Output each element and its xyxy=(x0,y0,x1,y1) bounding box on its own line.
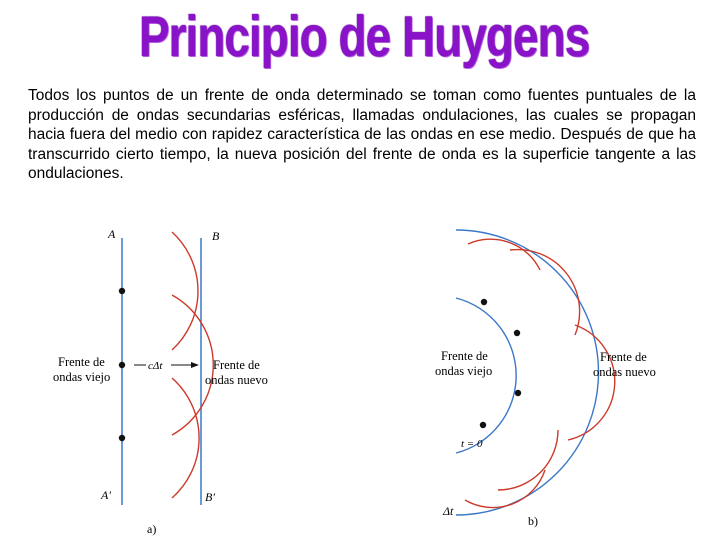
source-point xyxy=(514,330,520,336)
label-B: B xyxy=(212,229,220,243)
source-point xyxy=(119,288,125,294)
wavelet-arc xyxy=(465,470,545,508)
figure-b xyxy=(435,230,656,528)
page-title: Principio de Huygens xyxy=(138,3,590,69)
new-front-label-line1: Frente de xyxy=(213,358,260,372)
figure-b-caption: b) xyxy=(528,514,538,528)
label-B-prime: B′ xyxy=(205,490,215,504)
wavelet-arc xyxy=(172,378,199,498)
source-point xyxy=(480,422,486,428)
arrow-head xyxy=(191,362,199,368)
description-paragraph: Todos los puntos de un frente de onda determinado se toman como fuentes puntuales de la producción de ondas secundarias esféricas, llamadas ondulaciones, las cuales se propagan hacia fuera del medio con rapidez característica de las ondas en ese medio. Después de que ha transcurrido cierto tiempo, la nueva posición del frente de onda es la superficie tangente a las ondulaciones. xyxy=(28,87,696,182)
figure-a xyxy=(53,227,268,536)
old-front-label-line2: ondas viejo xyxy=(53,370,111,384)
old-front-label-line2: ondas viejo xyxy=(435,364,493,378)
source-point xyxy=(481,299,487,305)
label-A: A xyxy=(108,227,116,241)
new-front-label-line2: ondas nuevo xyxy=(593,365,656,379)
new-front-label-line2: ondas nuevo xyxy=(205,373,268,387)
wavelet-arc xyxy=(510,250,580,335)
wavelet-arc xyxy=(172,232,198,350)
source-point xyxy=(119,435,125,441)
source-point xyxy=(515,390,521,396)
label-A-prime: A′ xyxy=(101,488,111,502)
distance-label: cΔt xyxy=(148,360,163,372)
delta-t-label: Δt xyxy=(443,504,454,518)
time-zero-label: t = 0 xyxy=(461,438,483,450)
wavelet-arc xyxy=(468,239,540,270)
new-front-label-line1: Frente de xyxy=(600,350,647,364)
source-point xyxy=(119,362,125,368)
old-front-label-line1: Frente de xyxy=(441,349,488,363)
old-front-label-line1: Frente de xyxy=(58,355,105,369)
figure-a-caption: a) xyxy=(147,522,157,536)
wavelet-arc xyxy=(568,325,615,440)
